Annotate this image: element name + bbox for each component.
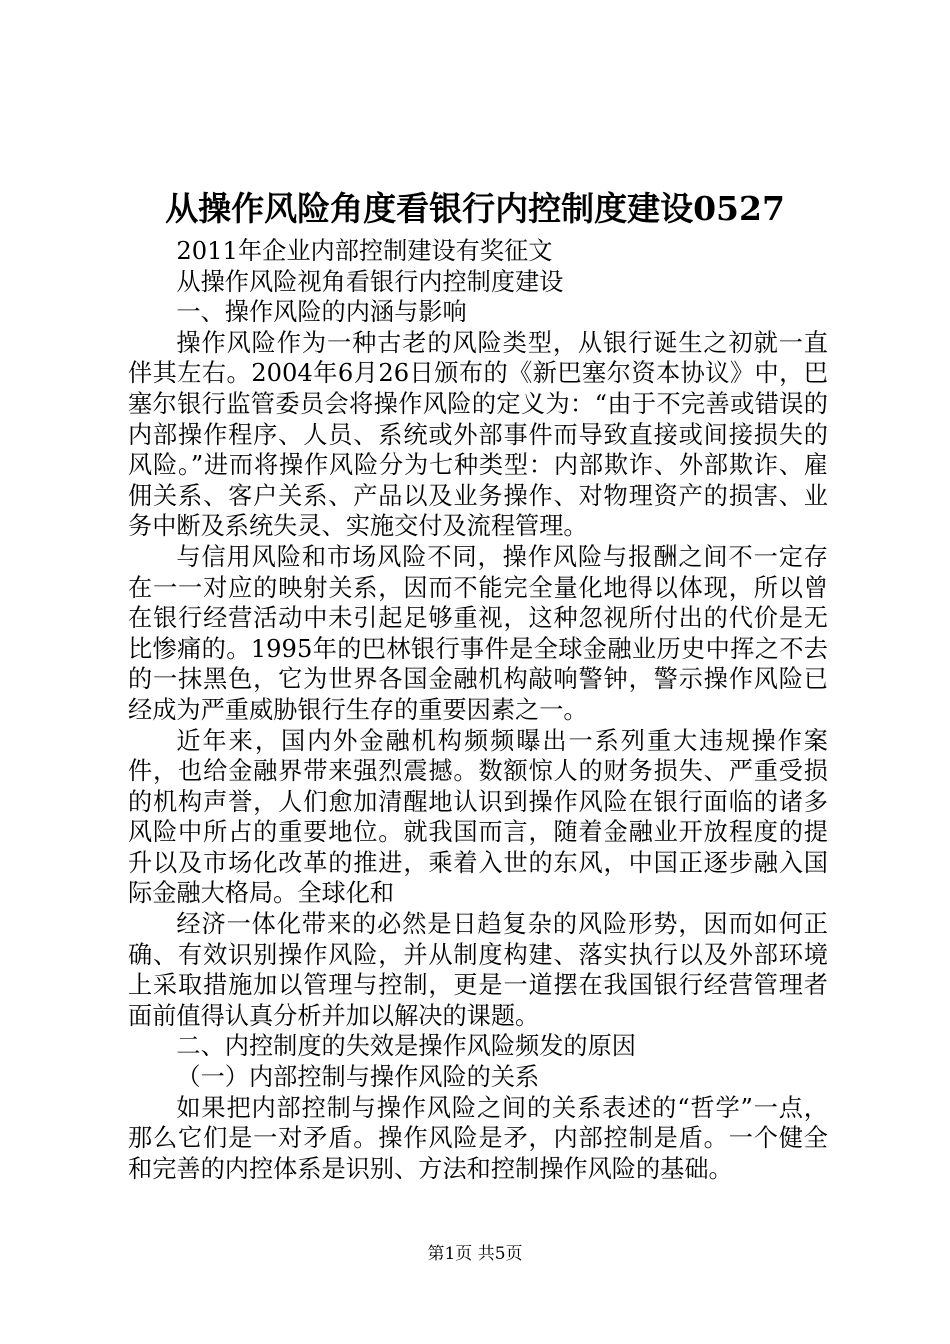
document-title: 从操作风险角度看银行内控制度建设0527: [165, 189, 785, 228]
page-number-footer: 第1页 共5页: [427, 1244, 523, 1264]
paragraph-globalization: 经济一体化带来的必然是日趋复杂的风险形势，因而如何正确、有效识别操作风险，并从制度构建、落实执行以及外部环境上采取措施加以管理与控制，更是一道摆在我国银行经营管理者面前值得认真分析并加以解决的课题。: [128, 910, 828, 1030]
paragraph-relationship: 如果把内部控制与操作风险之间的关系表述的“哲学”一点，那么它们是一对矛盾。操作风险是矛，内部控制是盾。一个健全和完善的内控体系是识别、方法和控制操作风险的基础。: [128, 1093, 828, 1183]
document-body: [128, 236, 828, 1184]
paragraph-comparison: 与信用风险和市场风险不同，操作风险与报酬之间不一定存在一一对应的映射关系，因而不能完全量化地得以体现，所以曾在银行经营活动中未引起足够重视，这种忽视所付出的代价是无比惨痛的。1995年的巴林银行事件是全球金融业历史中挥之不去的一抹黑色，它为世界各国金融机构敲响警钟，警示操作风险已经成为严重威胁银行生存的重要因素之一。: [128, 542, 828, 724]
paragraph-recent-cases: 近年来，国内外金融机构频频曝出一系列重大违规操作案件，也给金融界带来强烈震撼。数额惊人的财务损失、严重受损的机构声誉，人们愈加清醒地认识到操作风险在银行面临的诸多风险中所占的重要地位。就我国而言，随着金融业开放程度的提升以及市场化改革的推进，乘着入世的东风，中国正逐步融入国际金融大格局。全球化和: [128, 726, 828, 908]
subsection-heading-1: （一）内部控制与操作风险的关系: [176, 1063, 540, 1092]
section-heading-1: 一、操作风险的内涵与影响: [176, 298, 467, 327]
paragraph-contest-line: 2011年企业内部控制建设有奖征文: [176, 237, 553, 265]
paragraph-definition: 操作风险作为一种古老的风险类型，从银行诞生之初就一直伴其左右。2004年6月26日颁布的《新巴塞尔资本协议》中，巴塞尔银行监管委员会将操作风险的定义为：“由于不完善或错误的内部操作程序、人员、系统或外部事件而导致直接或间接损失的风险。”进而将操作风险分为七种类型：内部欺诈、外部欺诈、雇佣关系、客户关系、产品以及业务操作、对物理资产的损害、业务中断及系统失灵、实施交付及流程管理。: [128, 328, 828, 541]
section-heading-2: 二、内控制度的失效是操作风险频发的原因: [176, 1032, 636, 1061]
paragraph-subtitle: 从操作风险视角看银行内控制度建设: [176, 267, 564, 296]
